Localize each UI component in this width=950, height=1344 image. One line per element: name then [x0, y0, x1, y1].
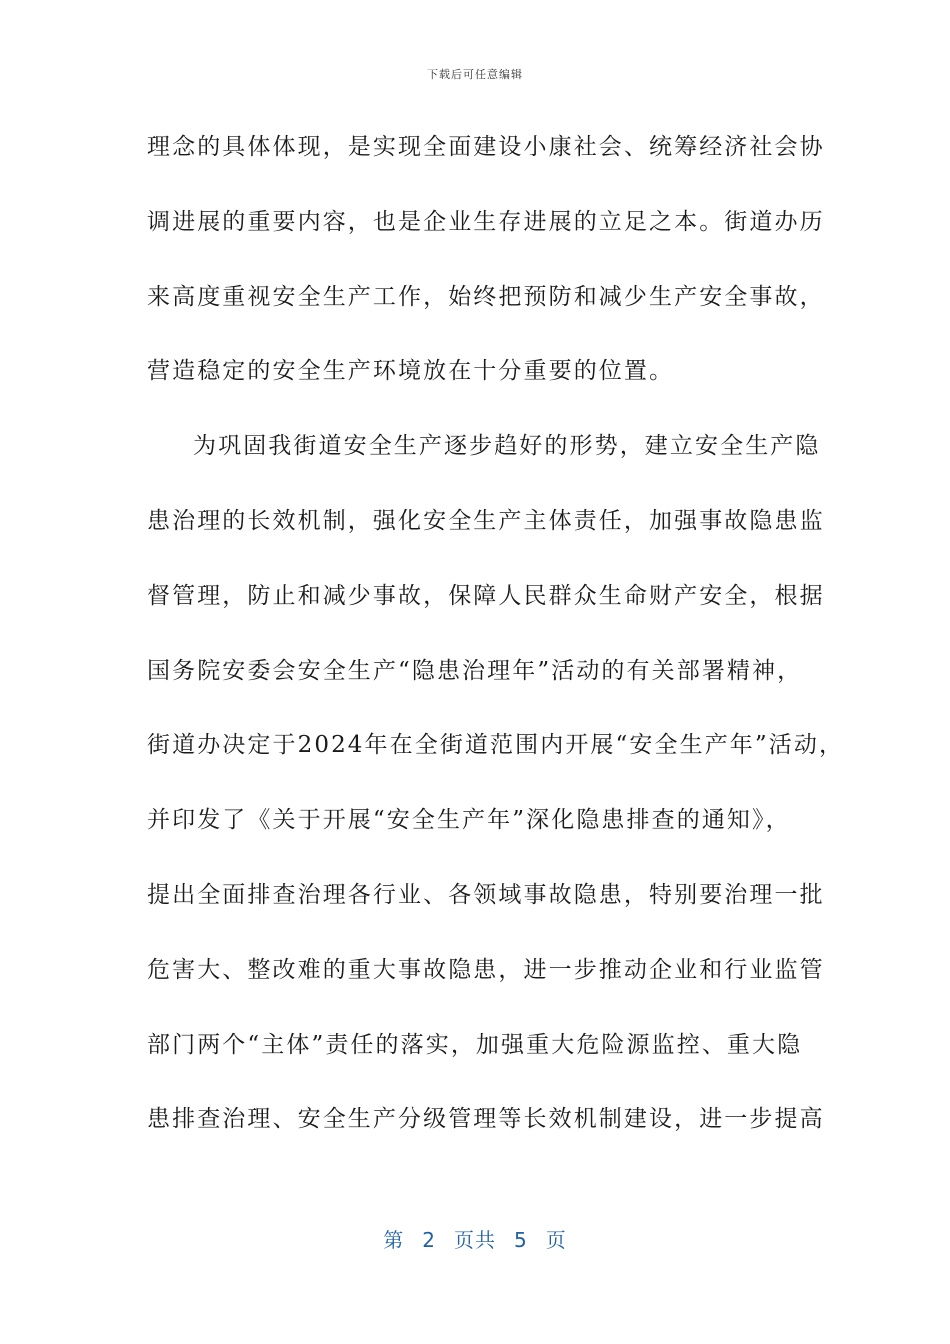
body-line: 营造稳定的安全生产环境放在十分重要的位置。	[147, 358, 675, 385]
page-header: 下载后可任意编辑	[427, 68, 523, 81]
footer-page-number: 2	[422, 1228, 436, 1252]
body-line: 理念的具体体现，是实现全面建设小康社会、统筹经济社会协	[147, 134, 825, 160]
body-line: 并印发了《关于开展“安全生产年”深化隐患排查的通知》，	[147, 807, 791, 834]
body-line: 国务院安委会安全生产“隐患治理年”活动的有关部署精神，	[147, 657, 803, 684]
footer-suffix: 页	[545, 1228, 567, 1252]
body-line: 患治理的长效机制，强化安全生产主体责任，加强事故隐患监	[147, 507, 825, 534]
body-line: 部门两个“主体”责任的落实，加强重大危险源监控、重大隐	[147, 1031, 803, 1058]
body-line: 来高度重视安全生产工作，始终把预防和减少生产安全事故，	[147, 283, 825, 310]
page-footer	[0, 1224, 950, 1253]
body-line: 患排查治理、安全生产分级管理等长效机制建设，进一步提高	[147, 1106, 825, 1133]
body-line: 危害大、整改难的重大事故隐患，进一步推动企业和行业监管	[147, 956, 825, 983]
body-line: 提出全面排查治理各行业、各领域事故隐患，特别要治理一批	[147, 881, 825, 908]
footer-total-pages: 5	[514, 1228, 528, 1252]
footer-prefix: 第	[383, 1228, 405, 1252]
body-line: 为巩固我街道安全生产逐步趋好的形势，建立安全生产隐	[193, 433, 821, 460]
document-body	[147, 128, 845, 1175]
footer-middle: 页共	[454, 1228, 496, 1252]
body-line: 调进展的重要内容，也是企业生存进展的立足之本。街道办历	[147, 208, 825, 235]
body-line: 督管理，防止和减少事故，保障人民群众生命财产安全，根据	[147, 582, 825, 609]
body-line: 街道办决定于2024年在全街道范围内开展“安全生产年”活动，	[147, 732, 845, 759]
